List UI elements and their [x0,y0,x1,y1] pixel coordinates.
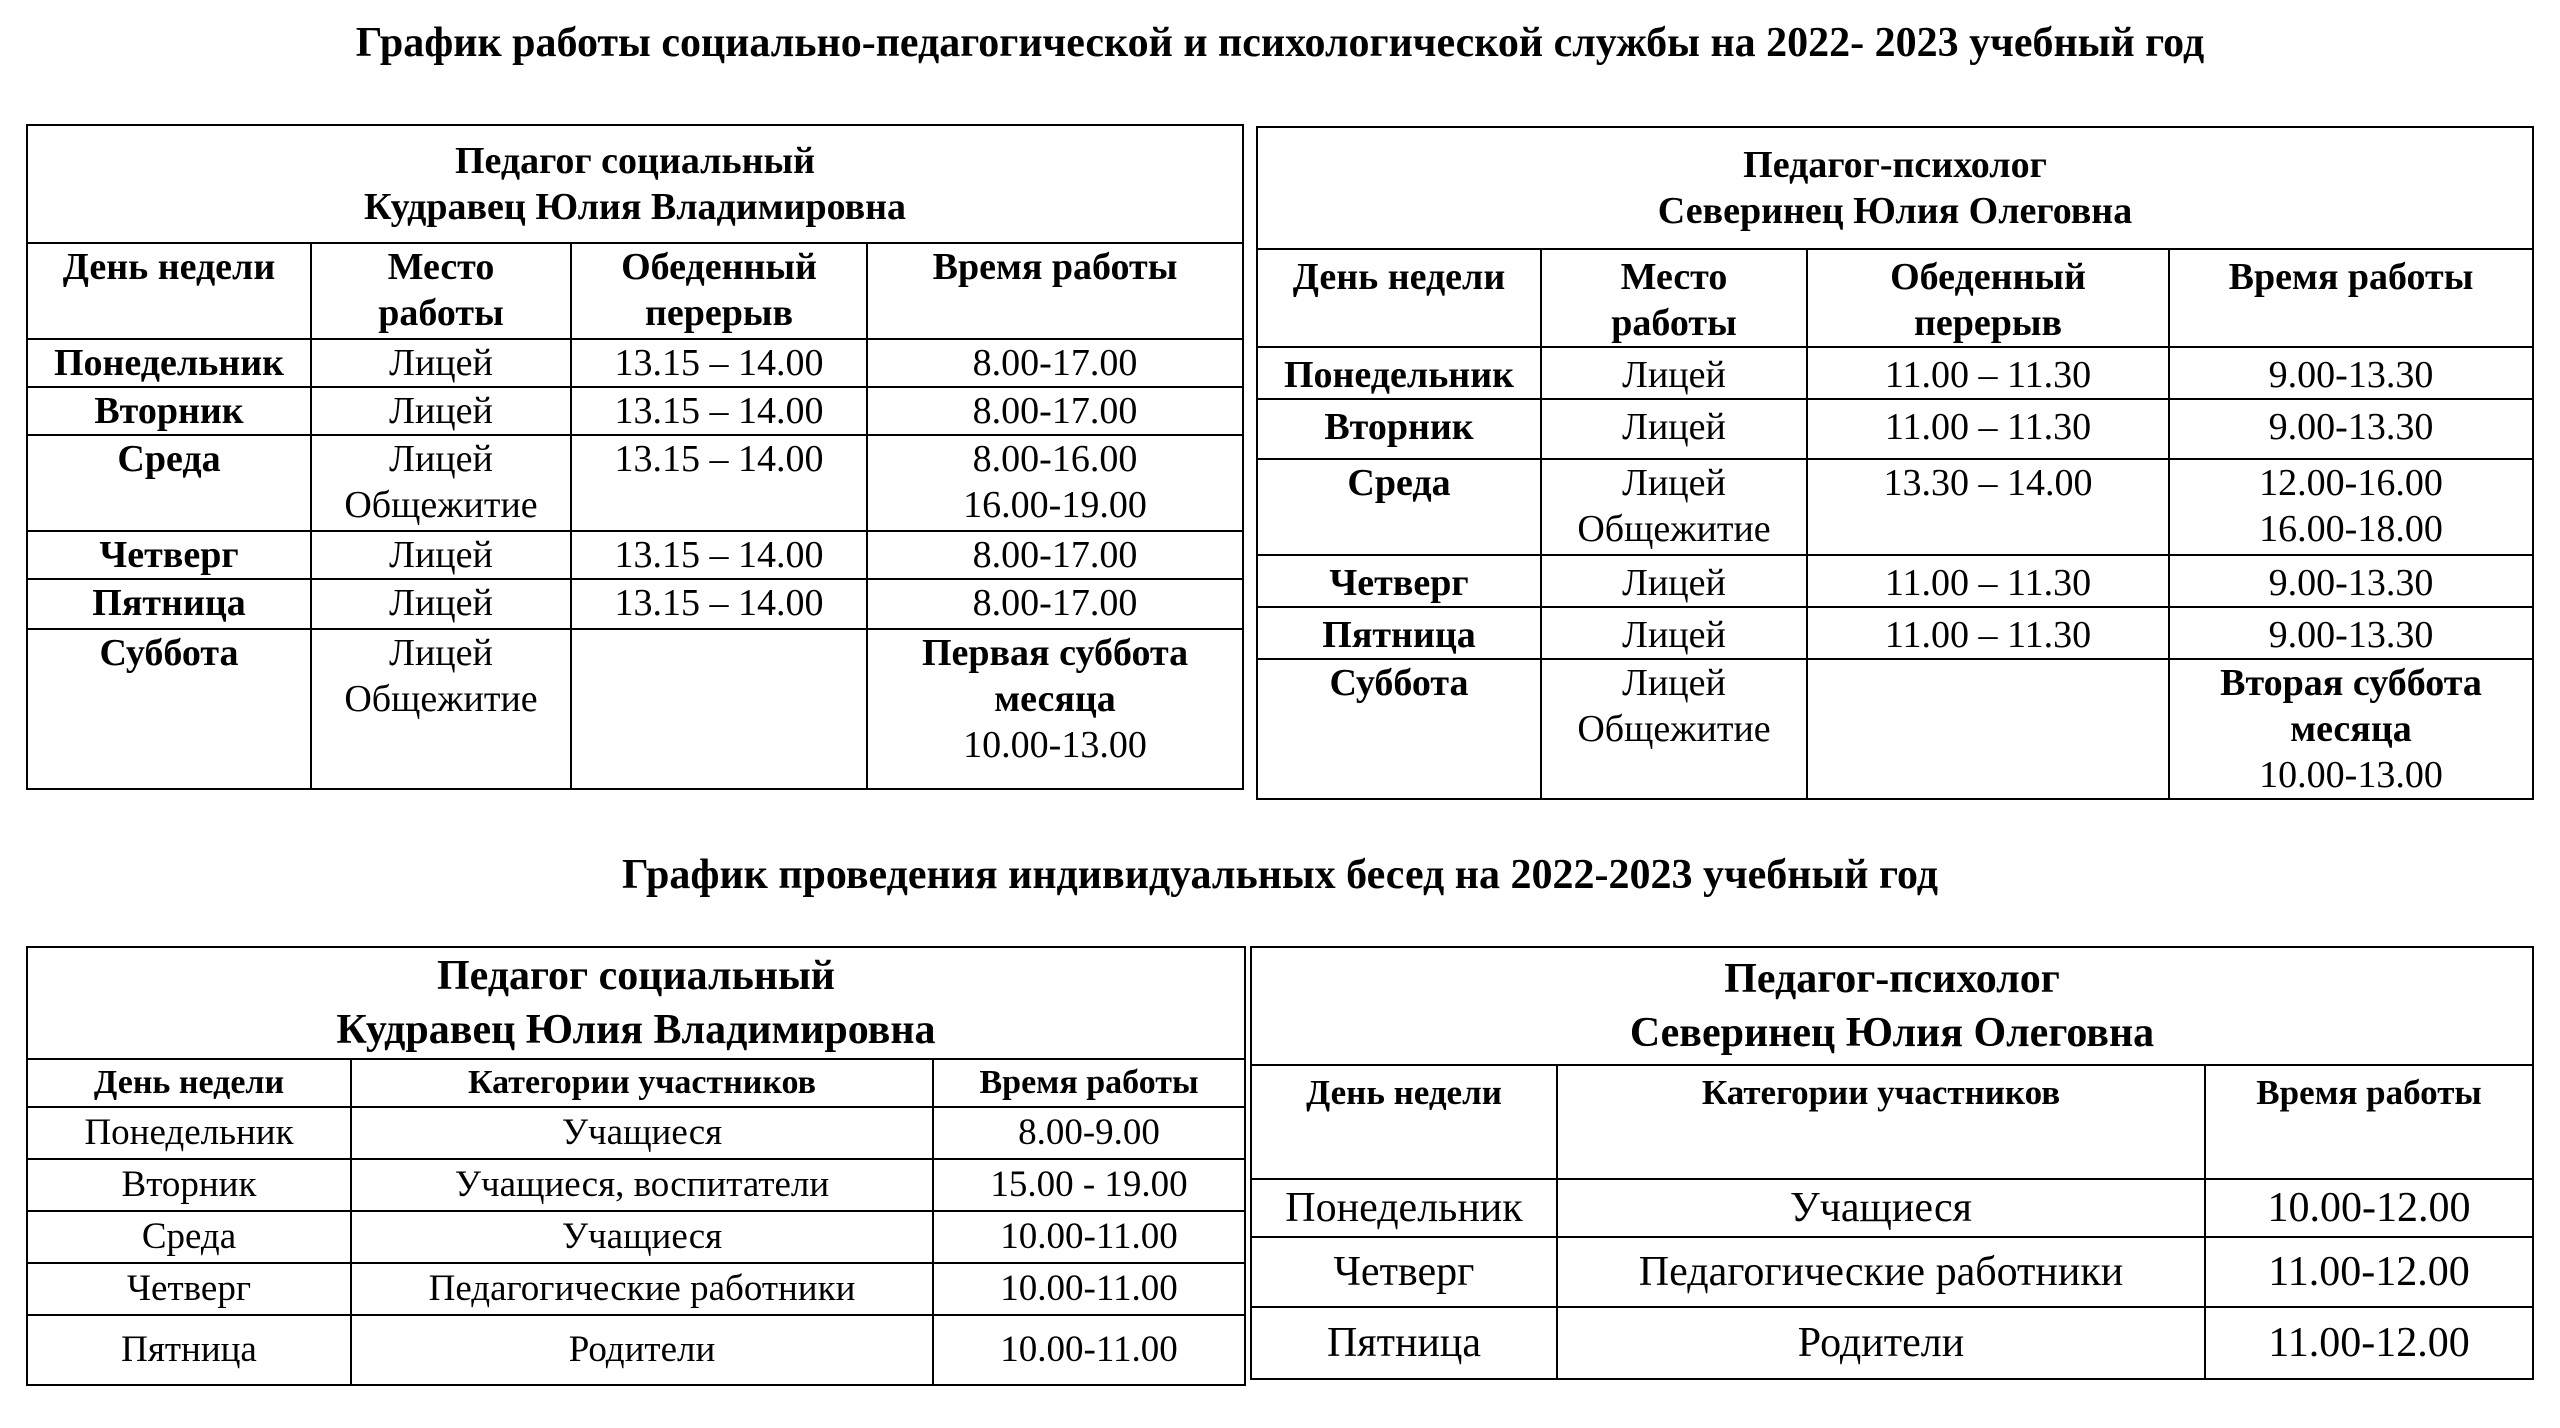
day-cell: Понедельник [27,339,311,387]
place-cell [1541,399,1807,459]
place-cell [1541,607,1807,659]
break-cell: 13.15 – 14.00 [571,531,867,579]
hours-cell [2169,659,2533,799]
day-cell: Понедельник [1257,347,1541,399]
place-line: Лицей [1622,562,1726,604]
header-row [27,1059,1245,1107]
category-cell: Учащиеся, воспитатели [351,1159,933,1211]
place-line: Общежитие [344,678,538,720]
person-name: Северинец Юлия Олеговна [1657,190,2133,232]
hours-line: месяца [2290,708,2412,750]
hours-cell [867,387,1243,435]
hours-cell [2169,459,2533,555]
header-category: Категории участников [1557,1065,2205,1179]
hours-line: 9.00-13.30 [2268,354,2434,396]
person-name: Кудравец Юлия Владимировна [363,186,907,228]
place-line: Лицей [1622,354,1726,396]
table-row [1251,1237,2533,1307]
break-cell [1807,659,2169,799]
table-row [27,579,1243,629]
place-line: Лицей [1622,406,1726,448]
table-row [1251,1307,2533,1379]
place-cell [311,387,571,435]
day-cell: Четверг [27,531,311,579]
day-cell: Четверг [27,1263,351,1315]
place-line: Лицей [389,342,493,384]
place-line: Лицей [1622,662,1726,704]
hours-cell [867,579,1243,629]
header-place: Место работы [311,243,571,339]
hours-line: Вторая суббота [2220,662,2482,704]
category-cell: Педагогические работники [1557,1237,2205,1307]
table-row [27,387,1243,435]
day-cell: Среда [1257,459,1541,555]
day-cell: Вторник [1257,399,1541,459]
day-cell: Вторник [27,1159,351,1211]
header-place: Место работы [1541,249,1807,347]
hours-cell [2169,607,2533,659]
day-cell: Четверг [1257,555,1541,607]
day-cell: Суббота [27,629,311,789]
break-cell: 11.00 – 11.30 [1807,607,2169,659]
break-cell: 11.00 – 11.30 [1807,555,2169,607]
hours-line: 10.00-13.00 [963,724,1147,766]
psych-work-caption [1257,127,2533,249]
hours-line: 9.00-13.30 [2268,562,2434,604]
header-hours: Время работы [2205,1065,2533,1179]
place-line: Общежитие [1577,708,1771,750]
header-row [27,243,1243,339]
place-cell [1541,459,1807,555]
header-hours: Время работы [933,1059,1245,1107]
place-line: Лицей [389,582,493,624]
table-row [27,1263,1245,1315]
day-cell: Пятница [27,1315,351,1385]
header-break: Обеденный перерыв [1807,249,2169,347]
header-day: День недели [27,1059,351,1107]
table-row [27,1159,1245,1211]
hours-line: 8.00-17.00 [972,534,1138,576]
hours-cell: 10.00-12.00 [2205,1179,2533,1237]
table-row [1257,555,2533,607]
header-day: День недели [1257,249,1541,347]
header-hours: Время работы [867,243,1243,339]
category-cell: Учащиеся [351,1107,933,1159]
table-row [27,1211,1245,1263]
category-cell: Родители [1557,1307,2205,1379]
hours-cell [867,339,1243,387]
place-cell [1541,659,1807,799]
header-hours: Время работы [2169,249,2533,347]
hours-line: 9.00-13.30 [2268,614,2434,656]
category-cell: Родители [351,1315,933,1385]
break-cell: 13.15 – 14.00 [571,435,867,531]
place-line: Лицей [1622,614,1726,656]
table-row [1257,607,2533,659]
table-row [1257,459,2533,555]
hours-cell: 11.00-12.00 [2205,1307,2533,1379]
break-cell: 13.15 – 14.00 [571,579,867,629]
table-row [1257,347,2533,399]
hours-cell: 10.00-11.00 [933,1263,1245,1315]
role-label: Педагог социальный [454,140,816,182]
hours-cell [2169,555,2533,607]
day-cell: Вторник [27,387,311,435]
break-cell: 11.00 – 11.30 [1807,399,2169,459]
place-line: Лицей [389,390,493,432]
place-line: Общежитие [344,484,538,526]
place-cell [1541,555,1807,607]
social-work-caption [27,125,1243,243]
table-row [1257,659,2533,799]
hours-line: 8.00-17.00 [972,582,1138,624]
hours-cell: 11.00-12.00 [2205,1237,2533,1307]
day-cell: Понедельник [27,1107,351,1159]
header-day: День недели [27,243,311,339]
day-cell: Четверг [1251,1237,1557,1307]
place-cell [311,531,571,579]
hours-line: месяца [994,678,1116,720]
hours-cell [867,629,1243,789]
hours-line: 8.00-17.00 [972,342,1138,384]
hours-line: Первая суббота [921,632,1189,674]
hours-line: 8.00-17.00 [972,390,1138,432]
hours-line: 16.00-19.00 [963,484,1147,526]
table-row [1257,399,2533,459]
header-day: День недели [1251,1065,1557,1179]
role-label: Педагог социальный [437,953,835,999]
role-label: Педагог-психолог [1743,144,2047,186]
day-cell: Пятница [1251,1307,1557,1379]
hours-line: 16.00-18.00 [2259,508,2443,550]
person-name: Кудравец Юлия Владимировна [336,1007,936,1053]
break-cell: 13.15 – 14.00 [571,387,867,435]
day-cell: Суббота [1257,659,1541,799]
hours-cell: 15.00 - 19.00 [933,1159,1245,1211]
talks-schedule-title: График проведения индивидуальных бесед на 2022-2023 учебный год [621,852,1939,898]
hours-cell [2169,347,2533,399]
psych-talks-table [1250,946,2534,1380]
day-cell: Пятница [27,579,311,629]
place-cell [311,339,571,387]
psych-talks-caption [1251,947,2533,1065]
work-schedule-title: График работы социально-педагогической и психологической службы на 2022- 2023 учебный год [355,20,2205,66]
category-cell: Учащиеся [1557,1179,2205,1237]
break-cell [571,629,867,789]
person-name: Северинец Юлия Олеговна [1629,1010,2155,1056]
table-row [1251,1179,2533,1237]
place-line: Лицей [389,534,493,576]
table-row [27,1107,1245,1159]
category-cell: Учащиеся [351,1211,933,1263]
category-cell: Педагогические работники [351,1263,933,1315]
place-cell [1541,347,1807,399]
table-row [27,1315,1245,1385]
table-row [27,339,1243,387]
social-talks-caption [27,947,1245,1059]
place-line: Лицей [389,438,493,480]
hours-line: 8.00-16.00 [972,438,1138,480]
place-cell [311,579,571,629]
social-talks-table [26,946,1246,1386]
place-cell [311,629,571,789]
role-label: Педагог-психолог [1724,956,2060,1002]
header-row [1257,249,2533,347]
table-row [27,531,1243,579]
social-work-table [26,124,1244,790]
table-row [27,629,1243,789]
day-cell: Среда [27,435,311,531]
hours-cell [867,531,1243,579]
header-break: Обеденный перерыв [571,243,867,339]
hours-line: 10.00-13.00 [2259,754,2443,796]
hours-cell [2169,399,2533,459]
hours-cell: 10.00-11.00 [933,1211,1245,1263]
break-cell: 13.15 – 14.00 [571,339,867,387]
header-row [1251,1065,2533,1179]
day-cell: Пятница [1257,607,1541,659]
day-cell: Среда [27,1211,351,1263]
place-line: Общежитие [1577,508,1771,550]
hours-cell: 8.00-9.00 [933,1107,1245,1159]
psych-work-table [1256,126,2534,800]
header-category: Категории участников [351,1059,933,1107]
table-row [27,435,1243,531]
hours-line: 9.00-13.30 [2268,406,2434,448]
place-cell [311,435,571,531]
hours-cell: 10.00-11.00 [933,1315,1245,1385]
place-line: Лицей [389,632,493,674]
break-cell: 13.30 – 14.00 [1807,459,2169,555]
place-line: Лицей [1622,462,1726,504]
hours-cell [867,435,1243,531]
day-cell: Понедельник [1251,1179,1557,1237]
break-cell: 11.00 – 11.30 [1807,347,2169,399]
hours-line: 12.00-16.00 [2259,462,2443,504]
